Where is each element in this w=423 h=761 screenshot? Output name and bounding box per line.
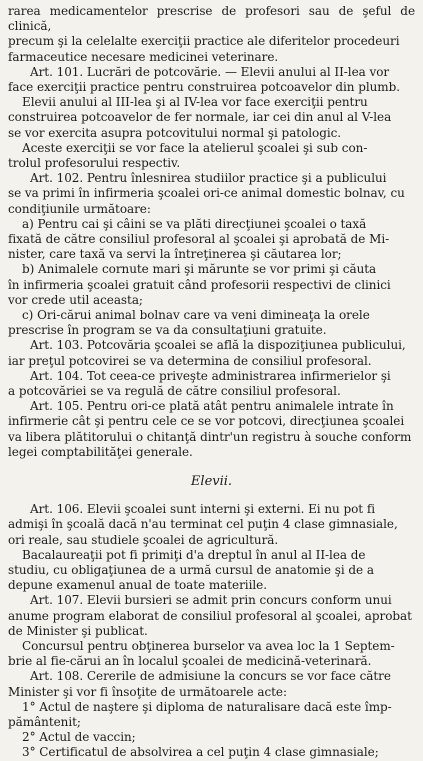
section-heading-elevii: Elevii.: [190, 474, 233, 490]
text-line: vor crede util aceasta;: [8, 292, 143, 307]
section-infirmary-rules: [8, 4, 415, 460]
text-line: în infirmeria şcoalei gratuit când profesorii respectivi de clinici: [8, 277, 391, 292]
text-line: prescrise în program se va da consultaţiuni gratuite.: [8, 323, 327, 338]
spacer: [8, 494, 415, 502]
text-line: va libera plătitorului o chitanţă dintr'un registru à souche conform: [8, 429, 412, 444]
text-line: farmaceutice necesare medicinei veterinare.: [8, 49, 279, 64]
text-line: ori reale, sau studiele şcoalei de agricultură.: [8, 532, 279, 547]
item-c-line: c) Ori-cărui animal bolnav care va veni dimineaţa la orele: [22, 308, 370, 323]
text-line: legei comptabilităţei generale.: [8, 444, 193, 459]
text-line: Aceste exerciţii se vor face la atelierul şcoalei şi sub con-: [22, 140, 368, 155]
text-line: Elevii anului al III-lea şi al IV-lea vor face exerciţii pentru: [22, 95, 368, 110]
spacer: [8, 460, 415, 468]
text-line: Concursul pentru obţinerea burselor va avea loc la 1 Septem-: [22, 638, 395, 653]
text-line: se vor exercita asupra potcovitului normal şi patologic.: [8, 125, 342, 140]
text-line: Bacalaureaţii pot fi primiţi d'a dreptul în anul al II-lea de: [22, 547, 366, 562]
text-line: nister, care taxă va servi la întreţinerea şi căutarea lor;: [8, 247, 342, 262]
text-line: anume program elaborat de consiliul profesoral al şcoalei, aprobat: [8, 608, 412, 623]
text-line: de Minister şi publicat.: [8, 623, 148, 638]
text-line: depune examenul anual de toate materiile.: [8, 578, 267, 593]
article-103-line: Art. 103. Potcovăria şcoalei se află la dispoziţiunea publicului,: [30, 338, 406, 353]
article-107-line: Art. 107. Elevii bursieri se admit prin concurs conform unui: [30, 593, 392, 608]
list-item-3-line: 3° Certificatul de absolvirea a cel puţin 4 clase gimnasiale;: [22, 745, 379, 760]
text-line: studiu, cu obligaţiunea de a urmă cursul de anatomie şi de a: [8, 562, 374, 577]
text-line: brie al fie-cărui an în localul şcoalei de medicină-veterinară.: [8, 654, 372, 669]
article-105-line: Art. 105. Pentru ori-ce plată atât pentru animalele intrate în: [30, 399, 394, 414]
list-item-2-line: 2° Actul de vaccin;: [22, 730, 136, 745]
text-line: condiţiunile următoare:: [8, 201, 151, 216]
text-line: rarea medicamentelor prescrise de profesori sau de şeful de clinică,: [8, 4, 415, 34]
article-104-line: Art. 104. Tot ceea-ce priveşte administrarea infirmerielor şi: [30, 368, 391, 383]
text-line: face exerciţii practice pentru construirea potcoavelor din plumb.: [8, 80, 401, 95]
text-line: trolul profesorului respectiv.: [8, 156, 181, 171]
text-line: infirmerie cât şi pentru cele ce se vor potcovi, direcţiunea şcoalei: [8, 414, 405, 429]
text-line: se va primi în infirmeria şcoalei ori-ce animal domestic bolnav, cu: [8, 186, 405, 201]
section-students: [8, 502, 415, 760]
text-line: fixată de către consiliul profesoral al şcoalei şi aprobată de Mi-: [8, 232, 390, 247]
list-item-1-line: 1° Actul de naştere şi diploma de naturalisare dacă este împ-: [22, 699, 392, 714]
text-line: a potcovăriei se va regulă de către consiliul profesoral.: [8, 384, 341, 399]
article-101-line: Art. 101. Lucrări de potcovărie. — Elevii anului al II-lea vor: [30, 64, 390, 79]
item-a-line: a) Pentru cai şi câini se va plăti direcţiunei şcoalei o taxă: [22, 216, 367, 231]
text-line: construirea potcoavelor de fer normale, iar cei din anul al V-lea: [8, 110, 392, 125]
article-106-line: Art. 106. Elevii şcoalei sunt interni şi externi. Ei nu pot fi: [30, 502, 376, 517]
article-102-line: Art. 102. Pentru înlesnirea studiilor practice şi a publicului: [30, 171, 387, 186]
text-line: pământenit;: [8, 714, 81, 729]
item-b-line: b) Animalele cornute mari şi mărunte se vor primi şi căuta: [22, 262, 377, 277]
text-line: admişi în şcoală dacă n'au terminat cel puţin 4 clase gimnasiale,: [8, 517, 398, 532]
article-108-line: Art. 108. Cererile de admisiune la concurs se vor face către: [30, 669, 391, 684]
text-line: iar preţul potcovirei se va determina de consiliul profesoral.: [8, 353, 372, 368]
text-line: precum şi la celelalte exerciţii practice ale diferitelor procedeuri: [8, 34, 400, 49]
text-line: Minister şi vor fi însoţite de următoarele acte:: [8, 684, 287, 699]
